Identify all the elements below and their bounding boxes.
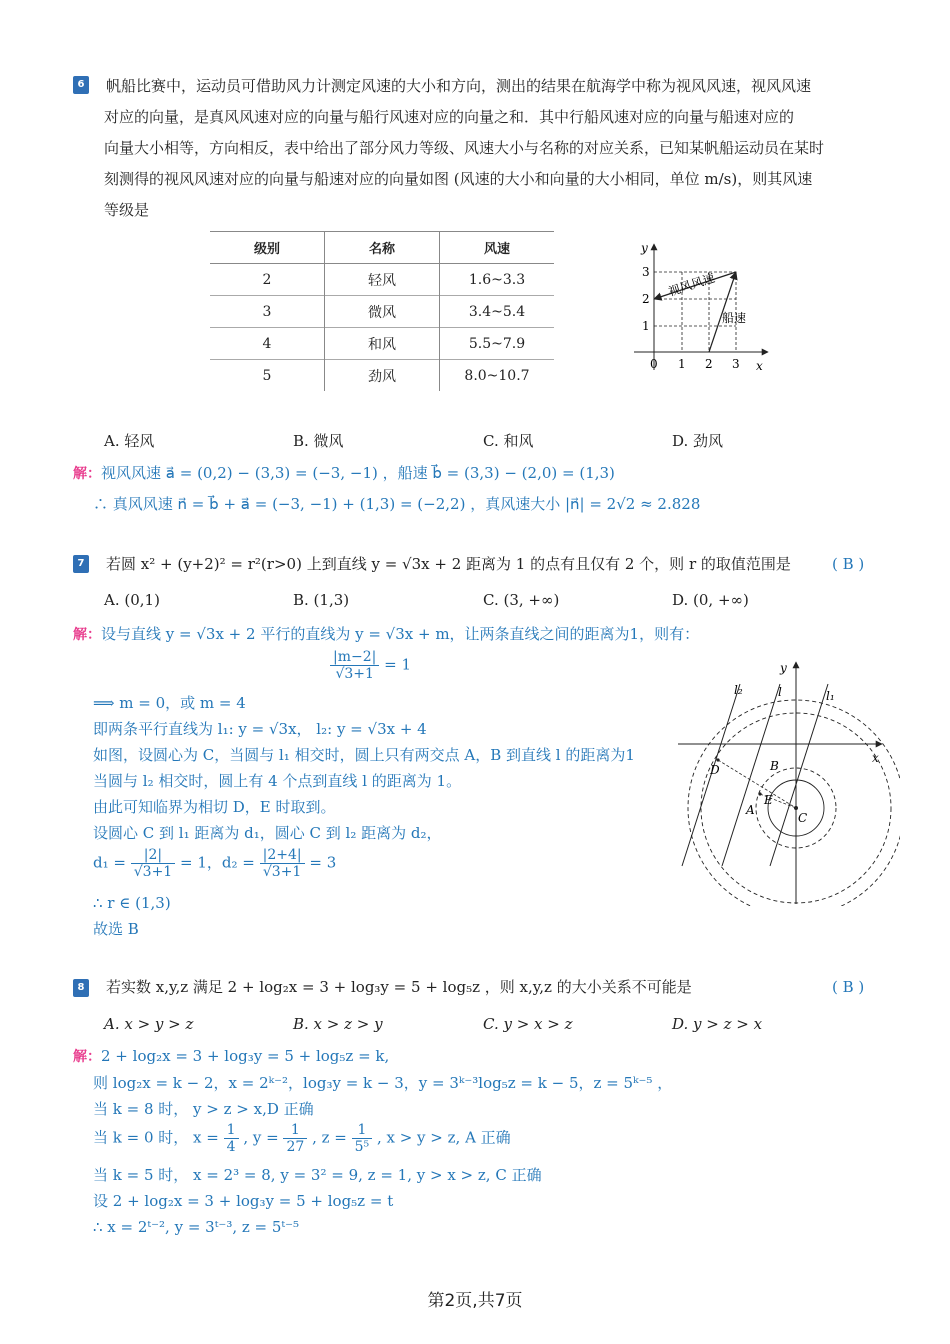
circle-lines-figure — [670, 656, 900, 906]
q7-solution-first: 解：设与直线 y = √3x + 2 平行的直线为 y = √3x + m，让两条直线之间的距离为1，则有： — [73, 625, 700, 643]
table-cell: 轻风 — [325, 264, 440, 296]
q8-option-d: D. y > z > x — [672, 1015, 763, 1033]
table-cell: 5.5~7.9 — [440, 328, 555, 360]
label-B: B — [770, 759, 779, 773]
q7-solution-line: 当圆与 l₂ 相交时，圆上有 4 个点到直线 l 的距离为 1。 — [93, 772, 462, 790]
q8-option-a: A. x > y > z — [104, 1015, 194, 1033]
q8-stem: 若实数 x,y,z 满足 2 + log₂x = 3 + log₃y = 5 + log₅z ，则 x,y,z 的大小关系不可能是 — [106, 978, 692, 996]
table-header-level: 级别 — [210, 232, 325, 264]
axis-label-x: x — [756, 359, 763, 373]
fraction: $\frac{1}{4}$ — [224, 1122, 239, 1155]
tick-label-x-2: 2 — [705, 357, 713, 371]
table-header-name: 名称 — [325, 232, 440, 264]
outer-circle — [688, 700, 900, 906]
q8-solution-first: 解：2 + log₂x = 3 + log₃y = 5 + log₅z = k, — [73, 1047, 390, 1065]
tick-label-x-3: 3 — [732, 357, 740, 371]
q7-d-equation: d₁ = $\frac{|2|}{√3+1}$ = 1，d₂ = $\frac{|2+4|}{√3+1}$ = 3 — [93, 847, 337, 880]
solution-label: 解： — [73, 1049, 101, 1065]
q6-option-b: B. 微风 — [293, 432, 344, 450]
q6-solution-line-1: 解：视风风速 a⃗ = (0,2) − (3,3) = (−3, −1) ，船速 b⃗ = (3,3) − (2,0) = (1,3) — [73, 464, 615, 482]
q8-option-b: B. x > z > y — [293, 1015, 383, 1033]
solution-label: 解： — [73, 466, 101, 482]
q6-solution-line-2: ∴ 真风风速 n⃗ = b⃗ + a⃗ = (−3, −1) + (1,3) = (−2,2) ，真风速大小 |n⃗| = 2√2 ≈ 2.828 — [93, 495, 701, 513]
q7-option-b: B. (1,3) — [293, 591, 350, 609]
label-l1: l₁ — [826, 689, 835, 703]
fraction: $\frac{|2|}{√3+1}$ — [131, 847, 175, 880]
label-D: D — [710, 763, 720, 777]
q7-option-d: D. (0, +∞) — [672, 591, 749, 609]
q7-solution-line: ⟹ m = 0，或 m = 4 — [93, 694, 246, 712]
wind-level-table — [210, 231, 554, 391]
label-l2: l₂ — [734, 683, 743, 697]
q8-solution-line: 当 k = 8 时， y > z > x,D 正确 — [93, 1100, 314, 1118]
page-footer: 第2页,共7页 — [427, 1291, 523, 1311]
q6-stem-line-5: 等级是 — [104, 201, 150, 219]
table-row — [210, 360, 554, 392]
table-cell: 微风 — [325, 296, 440, 328]
table-cell: 5 — [210, 360, 325, 392]
question-6-badge: 6 — [73, 76, 89, 94]
question-8-badge: 8 — [73, 979, 89, 997]
solution-label: 解： — [73, 627, 101, 643]
q7-solution-line: 故选 B — [93, 920, 139, 938]
fraction: $\frac{|2+4|}{√3+1}$ — [260, 847, 305, 880]
table-row — [210, 296, 554, 328]
q7-option-c: C. (3, +∞) — [483, 591, 560, 609]
q8-solution-line: 则 log₂x = k − 2，x = 2ᵏ⁻²，log₃y = k − 3，y = 3ᵏ⁻³log₅z = k − 5，z = 5ᵏ⁻⁵ ， — [93, 1074, 673, 1092]
tick-label-x-1: 1 — [678, 357, 686, 371]
table-cell: 3 — [210, 296, 325, 328]
boat-speed-label: 船速 — [722, 311, 747, 325]
label-C: C — [798, 811, 808, 825]
apparent-wind-label: 视风风速 — [666, 270, 717, 299]
q8-answer: ( B ) — [832, 978, 865, 996]
table-cell: 2 — [210, 264, 325, 296]
question-7-badge: 7 — [73, 555, 89, 573]
tick-label-x-0: 0 — [650, 357, 658, 371]
label-E: E — [764, 793, 773, 807]
table-row — [210, 328, 554, 360]
q7-solution-line: 即两条平行直线为 l₁: y = √3x， l₂: y = √3x + 4 — [93, 720, 427, 738]
q8-solution-line: 设 2 + log₂x = 3 + log₃y = 5 + log₅z = t — [93, 1192, 394, 1210]
label-A: A — [746, 803, 755, 817]
table-cell: 3.4~5.4 — [440, 296, 555, 328]
axis-label-y: y — [641, 241, 648, 255]
table-header-speed: 风速 — [440, 232, 555, 264]
q7-solution-line: 设圆心 C 到 l₁ 距离为 d₁，圆心 C 到 l₂ 距离为 d₂， — [93, 824, 442, 842]
q7-solution-line: 如图，设圆心为 C，当圆与 l₁ 相交时，圆上只有两交点 A，B 到直线 l 的距离为1 — [93, 746, 635, 764]
q6-option-d: D. 劲风 — [672, 432, 724, 450]
tick-label-y-1: 1 — [642, 319, 650, 333]
q6-stem-line-3: 向量大小相等，方向相反，表中给出了部分风力等级、风速大小与名称的对应关系，已知某帆船运动员在某时 — [104, 139, 825, 157]
table-cell: 4 — [210, 328, 325, 360]
q6-option-c: C. 和风 — [483, 432, 534, 450]
q7-distance-equation: $\frac{|m-2|}{√3+1}$ = 1 — [330, 649, 411, 682]
q6-stem-line-4: 刻测得的视风风速对应的向量与船速对应的向量如图 (风速的大小和向量的大小相同，单位 m/s)，则其风速 — [104, 170, 813, 188]
q8-solution-line: ∴ x = 2ᵗ⁻², y = 3ᵗ⁻³, z = 5ᵗ⁻⁵ — [93, 1218, 300, 1236]
q8-k0-line: 当 k = 0 时， x = $\frac{1}{4}$ , y = $\frac{1}{27}$ , z = $\frac{1}{\text{5⁵}}$ , x > y > z, A 正确 — [93, 1122, 511, 1155]
q8-option-c: C. y > x > z — [483, 1015, 573, 1033]
q6-stem-line-2: 对应的向量，是真风风速对应的向量与船行风速对应的向量之和．其中行船风速对应的向量与船速对应的 — [104, 108, 795, 126]
table-cell: 劲风 — [325, 360, 440, 392]
q7-option-a: A. (0,1) — [104, 591, 160, 609]
q7-solution-line: 由此可知临界为相切 D，E 时取到。 — [93, 798, 336, 816]
label-x: x — [872, 751, 879, 765]
tick-label-y-3: 3 — [642, 265, 650, 279]
q7-stem: 若圆 x² + (y+2)² = r²(r>0) 上到直线 y = √3x + 2 距离为 1 的点有且仅有 2 个，则 r 的取值范围是 — [106, 555, 791, 573]
tick-label-y-2: 2 — [642, 292, 650, 306]
table-cell: 和风 — [325, 328, 440, 360]
table-cell: 1.6~3.3 — [440, 264, 555, 296]
q7-solution-line: ∴ r ∈ (1,3) — [93, 894, 171, 912]
q8-solution-line: 当 k = 5 时， x = 2³ = 8, y = 3² = 9, z = 1, y > x > z, C 正确 — [93, 1166, 542, 1184]
fraction: $\frac{|m-2|}{√3+1}$ — [330, 649, 379, 682]
line-l — [722, 684, 780, 866]
table-cell: 8.0~10.7 — [440, 360, 555, 392]
fraction: $\frac{1}{\text{5⁵}}$ — [352, 1122, 373, 1155]
label-l: l — [778, 685, 782, 699]
fraction: $\frac{1}{27}$ — [283, 1122, 307, 1155]
vector-figure — [626, 238, 776, 378]
q7-answer: ( B ) — [832, 555, 865, 573]
label-y: y — [780, 661, 787, 675]
q6-option-a: A. 轻风 — [104, 432, 155, 450]
table-row — [210, 264, 554, 296]
q6-stem-line-1: 帆船比赛中，运动员可借助风力计测定风速的大小和方向，测出的结果在航海学中称为视风风速，视风风速 — [106, 77, 812, 95]
